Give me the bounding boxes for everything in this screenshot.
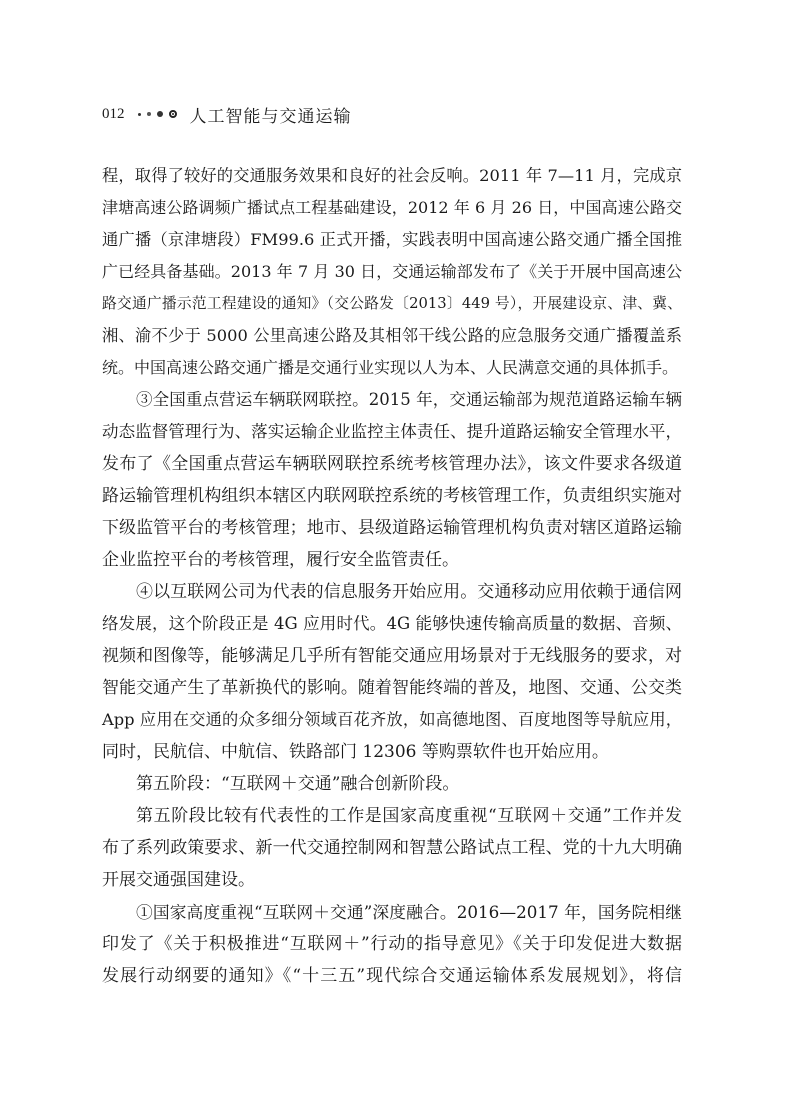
running-header: [102, 102, 352, 126]
text-line: 动态监督管理行为、落实运输企业监控主体责任、提升道路运输安全管理水平，: [102, 422, 682, 441]
text-line: 发布了《全国重点营运车辆联网联控系统考核管理办法》，该文件要求各级道: [102, 454, 682, 474]
paragraph: [102, 160, 682, 384]
page-body: [102, 160, 682, 992]
text-line: 统。中国高速公路交通广播是交通行业实现以人为本、人民满意交通的具体抓手。: [102, 358, 679, 377]
text-line: 开展交通强国建设。: [102, 870, 255, 890]
text-line: 布了系列政策要求、新一代交通控制网和智慧公路试点工程、党的十九大明确: [102, 838, 682, 858]
text-line: 广已经具备基础。2013 年 7 月 30 日，交通运输部发布了《关于开展中国高速公: [102, 262, 682, 281]
paragraph: [102, 896, 682, 992]
decorative-dots-icon: [135, 110, 180, 118]
text-line: 路交通广播示范工程建设的通知》（交公路发〔2013〕449 号），开展建设京、津、冀、: [102, 295, 682, 312]
text-line: 通广播（京津塘段）FM99.6 正式开播，实践表明中国高速公路交通广播全国推: [102, 230, 682, 249]
page-number: 012: [102, 105, 125, 122]
text-line: 津塘高速公路调频广播试点工程基础建设，2012 年 6 月 26 日，中国高速公路交: [102, 198, 682, 217]
paragraph: [102, 384, 682, 576]
text-line: 湘、渝不少于 5000 公里高速公路及其相邻干线公路的应急服务交通广播覆盖系: [102, 326, 682, 345]
paragraph: [102, 800, 682, 896]
text-line: 同时，民航信、中航信、铁路部门 12306 等购票软件也开始应用。: [102, 742, 609, 762]
text-line: 企业监控平台的考核管理，履行安全监管责任。: [102, 550, 459, 570]
text-line: ④以互联网公司为代表的信息服务开始应用。交通移动应用依赖于通信网: [136, 582, 682, 602]
text-line: 智能交通产生了革新换代的影响。随着智能终端的普及，地图、交通、公交类: [102, 678, 682, 698]
text-line: ①国家高度重视“互联网＋交通”深度融合。2016—2017 年，国务院相继: [136, 902, 682, 922]
paragraph: [102, 576, 682, 768]
text-line: 第五阶段比较有代表性的工作是国家高度重视“互联网＋交通”工作并发: [136, 806, 682, 826]
text-line: 程，取得了较好的交通服务效果和良好的社会反响。2011 年 7—11 月，完成京: [102, 166, 682, 185]
text-line: 第五阶段：“互联网＋交通”融合创新阶段。: [136, 774, 460, 794]
text-line: ③全国重点营运车辆联网联控。2015 年，交通运输部为规范道路运输车辆: [136, 390, 682, 409]
paragraph: [102, 768, 682, 800]
text-line: 下级监管平台的考核管理；地市、县级道路运输管理机构负责对辖区道路运输: [102, 518, 682, 538]
text-line: 印发了《关于积极推进“互联网＋”行动的指导意见》《关于印发促进大数据: [102, 934, 682, 954]
text-line: 络发展，这个阶段正是 4G 应用时代。4G 能够快速传输高质量的数据、音频、: [102, 614, 682, 633]
text-line: 路运输管理机构组织本辖区内联网联控系统的考核管理工作，负责组织实施对: [102, 486, 682, 506]
text-line: App 应用在交通的众多细分领域百花齐放，如高德地图、百度地图等导航应用，: [102, 710, 682, 729]
text-line: 发展行动纲要的通知》《“十三五”现代综合交通运输体系发展规划》，将信: [102, 966, 682, 986]
text-line: 视频和图像等，能够满足几乎所有智能交通应用场景对于无线服务的要求，对: [102, 646, 682, 666]
book-title: 人工智能与交通运输: [189, 106, 352, 127]
